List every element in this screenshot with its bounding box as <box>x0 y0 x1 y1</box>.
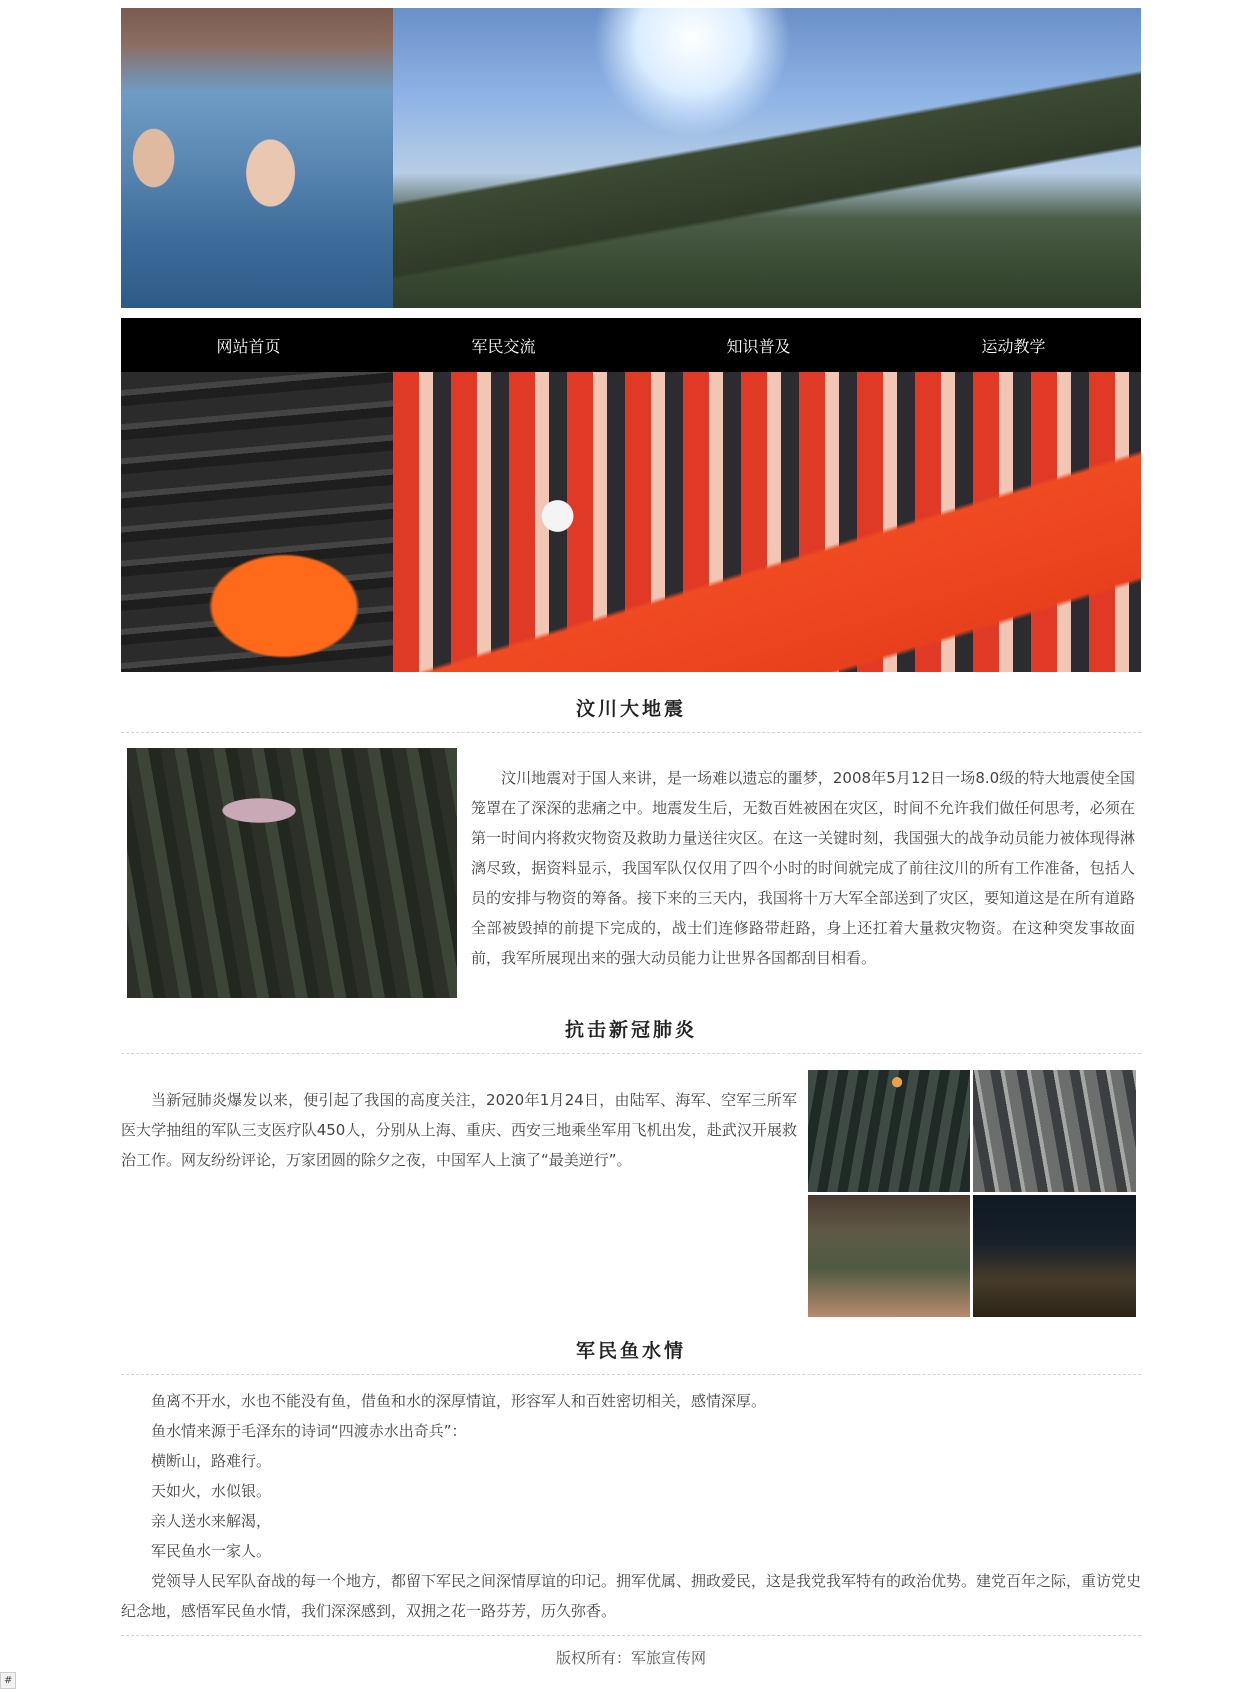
section-title-covid: 抗击新冠肺炎 <box>564 1019 697 1041</box>
footer-copyright: 版权所有：军旅宣传网 <box>555 1649 706 1667</box>
fishwater-text <box>121 1386 1141 1626</box>
fishwater-line-6: 军民鱼水一家人。 <box>151 1542 272 1560</box>
nav-item-home[interactable]: 网站首页 <box>216 336 281 356</box>
nav-item-exchange[interactable]: 军民交流 <box>471 336 536 356</box>
main-nav <box>121 318 1141 372</box>
nav-item-sports[interactable]: 运动教学 <box>981 336 1046 356</box>
fishwater-line-4: 天如火，水似银。 <box>151 1482 272 1500</box>
earthquake-photo <box>127 748 457 998</box>
status-link-indicator: # <box>0 1672 16 1689</box>
footer-divider <box>121 1635 1141 1636</box>
earthquake-paragraph: 汶川地震对于国人来讲，是一场难以遗忘的噩梦，2008年5月12日一场8.0级的特大地震使全国笼罩在了深深的悲痛之中。地震发生后，无数百姓被困在灾区，时间不允许我们做任何思考，必须在第一时间内将救灾物资及救助力量送往灾区。在这一关键时刻，我国强大的战争动员能力被体现得淋漓尽致，据资料显示，我国军队仅仅用了四个小时的时间就完成了前往汶川的所有工作准备，包括人员的安排与物资的筹备。接下来的三天内，我国将十万大军全部送到了灾区，要知道这是在所有道路全部被毁掉的前提下完成的，战士们连修路带赶路，身上还扛着大量救灾物资。在这种突发事故面前，我军所展现出来的强大动员能力让世界各国都刮目相看。 <box>471 769 1135 967</box>
nav-item-knowledge[interactable]: 知识普及 <box>726 336 791 356</box>
fishwater-line-5: 亲人送水来解渴， <box>151 1512 272 1530</box>
banner-photo-flag-crowd <box>393 372 1141 672</box>
banner-photo-sniper <box>393 8 1141 308</box>
section-title-fishwater: 军民鱼水情 <box>575 1340 686 1362</box>
covid-photo-4 <box>973 1195 1136 1317</box>
section-divider <box>121 732 1141 733</box>
earthquake-text <box>471 763 1135 973</box>
covid-photo-1 <box>808 1070 970 1192</box>
fishwater-line-2: 鱼水情来源于毛泽东的诗词“四渡赤水出奇兵”： <box>151 1422 467 1440</box>
section-title-earthquake: 汶川大地震 <box>575 698 686 720</box>
banner-photo-female-soldiers <box>121 8 393 308</box>
covid-photo-3 <box>808 1195 970 1317</box>
section-divider <box>121 1374 1141 1375</box>
banner-photo-sandbag-rescue <box>121 372 393 672</box>
covid-photo-2 <box>973 1070 1136 1192</box>
covid-text <box>121 1085 797 1175</box>
fishwater-line-3: 横断山，路难行。 <box>151 1452 272 1470</box>
fishwater-line-1: 鱼离不开水，水也不能没有鱼，借鱼和水的深厚情谊，形容军人和百姓密切相关，感情深厚。 <box>151 1392 767 1410</box>
fishwater-line-7: 党领导人民军队奋战的每一个地方，都留下军民之间深情厚谊的印记。拥军优属、拥政爱民，这是我党我军特有的政治优势。建党百年之际，重访党史纪念地，感悟军民鱼水情，我们深深感到，双拥之花一路芬芳，历久弥香。 <box>121 1572 1142 1620</box>
section-divider <box>121 1053 1141 1054</box>
covid-paragraph: 当新冠肺炎爆发以来，便引起了我国的高度关注，2020年1月24日，由陆军、海军、空军三所军医大学抽组的军队三支医疗队450人，分别从上海、重庆、西安三地乘坐军用飞机出发，赴武汉开展救治工作。网友纷纷评论，万家团圆的除夕之夜，中国军人上演了“最美逆行”。 <box>121 1091 797 1169</box>
